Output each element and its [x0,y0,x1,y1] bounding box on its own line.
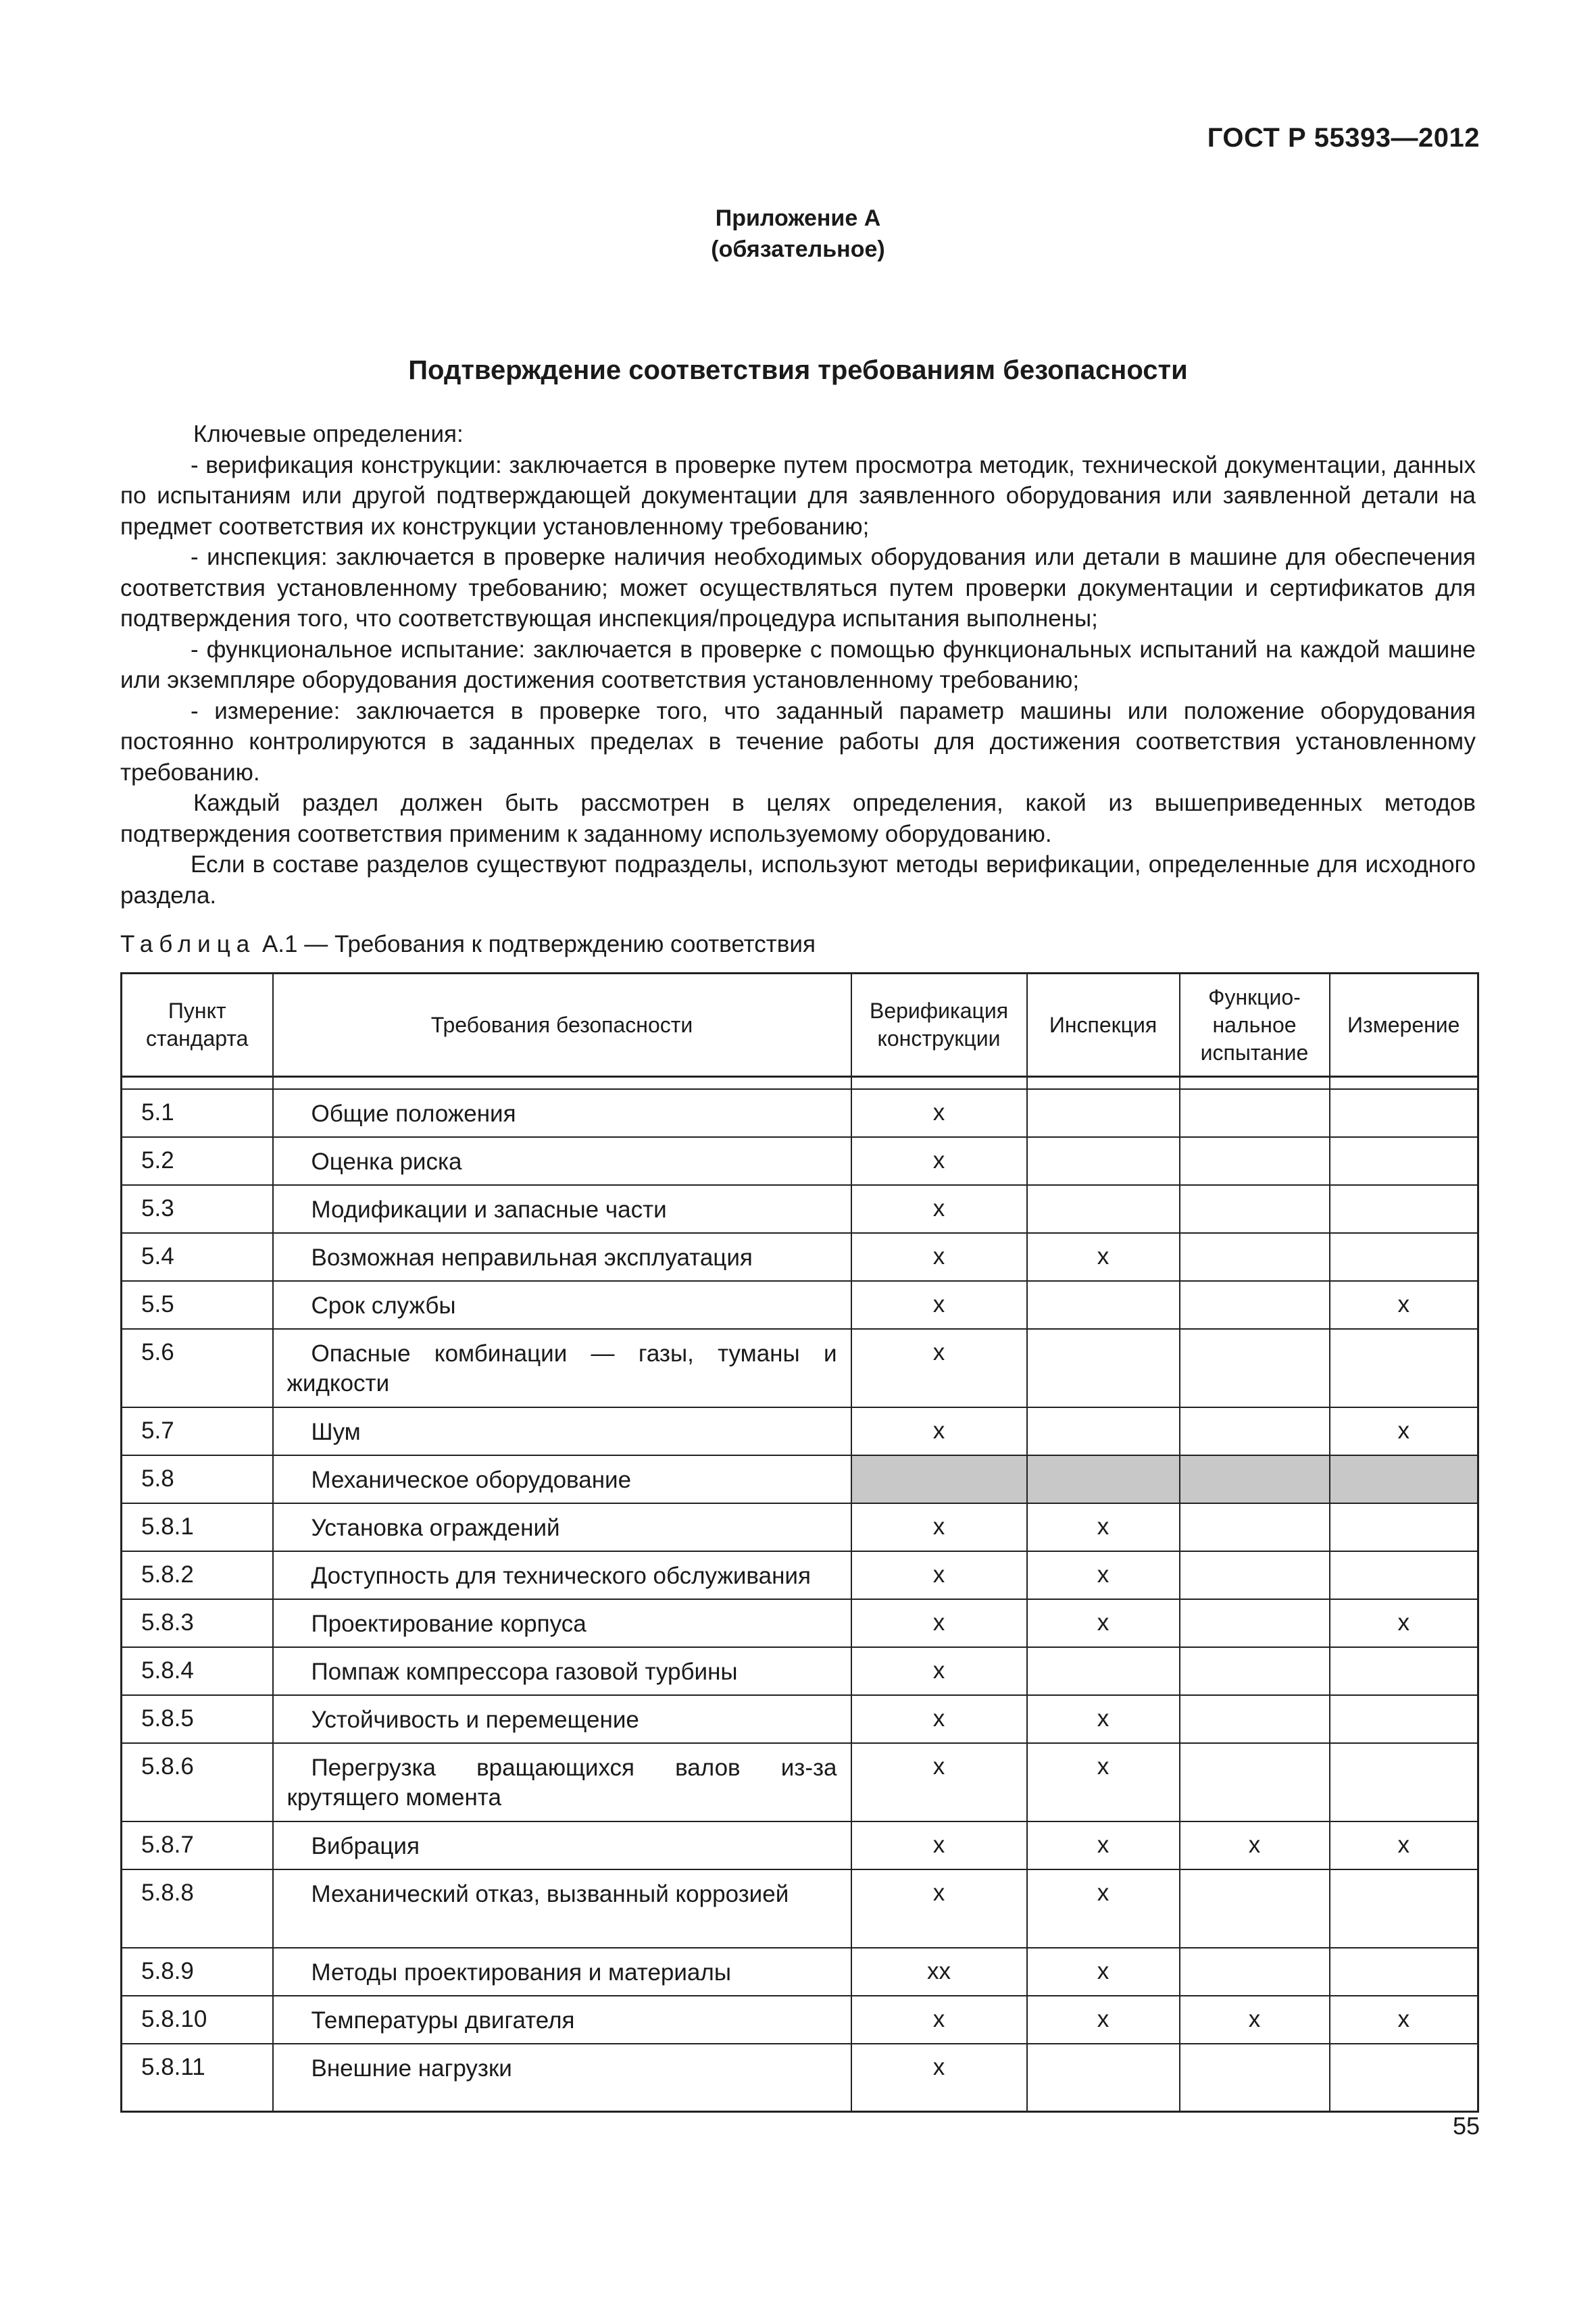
design-cell: x [851,1329,1027,1407]
design-cell: x [851,1089,1027,1137]
design-cell: x [851,1407,1027,1455]
inspection-cell [1027,1329,1180,1407]
clause-cell: 5.8.1 [122,1503,273,1551]
table-caption [120,931,816,958]
functional-cell [1180,1503,1330,1551]
requirement-cell: Вибрация [273,1821,851,1869]
inspection-cell: x [1027,1869,1180,1948]
functional-cell [1180,1948,1330,1996]
table-row [122,1089,1478,1137]
design-cell: x [851,1599,1027,1647]
inspection-cell [1027,1281,1180,1329]
design-cell: x [851,1503,1027,1551]
measurement-cell [1330,1185,1478,1233]
measurement-cell [1330,1647,1478,1695]
measurement-cell [1330,1137,1478,1185]
paragraph: - верификация конструкции: заключается в проверке путем просмотра методик, технической документации, данных по испытаниям или другой подтверждающей документации для заявленного оборудования или заявленной детали на предмет соответствия их конструкции установленному требованию; [120,451,1476,540]
functional-cell [1180,1407,1330,1455]
table-row [122,1137,1478,1185]
clause-cell: 5.3 [122,1185,273,1233]
body-text [120,419,1476,911]
clause-cell: 5.4 [122,1233,273,1281]
header-measurement: Измерение [1330,974,1478,1077]
design-cell: x [851,1137,1027,1185]
measurement-cell: x [1330,1821,1478,1869]
annex-title: Приложение А [715,205,881,231]
inspection-cell: x [1027,1695,1180,1743]
design-cell: x [851,1743,1027,1821]
inspection-cell: x [1027,1743,1180,1821]
requirement-cell: Температуры двигателя [273,1996,851,2044]
clause-cell: 5.8.8 [122,1869,273,1948]
clause-cell: 5.8.2 [122,1551,273,1599]
requirement-cell: Шум [273,1407,851,1455]
design-cell: x [851,1647,1027,1695]
functional-cell [1180,1551,1330,1599]
clause-cell: 5.6 [122,1329,273,1407]
design-cell: x [851,1551,1027,1599]
functional-cell [1180,1185,1330,1233]
table-row [122,1185,1478,1233]
design-cell: x [851,1185,1027,1233]
requirement-cell: Опасные комбинации — газы, туманы и жидкости [273,1329,851,1407]
functional-cell-shaded [1180,1455,1330,1503]
measurement-cell [1330,1329,1478,1407]
measurement-cell [1330,1551,1478,1599]
table-row [122,1743,1478,1821]
table-row [122,1996,1478,2044]
design-cell: x [851,1233,1027,1281]
design-cell: xx [851,1948,1027,1996]
spacer-cell [851,1077,1027,1090]
requirements-table [120,972,1479,2113]
inspection-cell: x [1027,1821,1180,1869]
measurement-cell [1330,1948,1478,1996]
spacer-cell [122,1077,273,1090]
inspection-cell: x [1027,1599,1180,1647]
design-cell: x [851,1281,1027,1329]
design-cell-shaded [851,1455,1027,1503]
requirement-cell: Общие положения [273,1089,851,1137]
requirement-cell: Механический отказ, вызванный коррозией [273,1869,851,1948]
table-row [122,1503,1478,1551]
annex-heading [0,203,1596,265]
functional-cell [1180,1089,1330,1137]
inspection-cell [1027,2044,1180,2112]
header-clause: Пункт стандарта [122,974,273,1077]
paragraph: Если в составе разделов существуют подразделы, используют методы верификации, определенные для исходного раздела. [120,851,1476,909]
table-row [122,2044,1478,2112]
measurement-cell: x [1330,1407,1478,1455]
annex-status: (обязательное) [711,236,885,262]
measurement-cell-shaded [1330,1455,1478,1503]
paragraph: - измерение: заключается в проверке того, что заданный параметр машины или положение оборудования постоянно контролируются в заданных пределах в течение работы для достижения соответствия установленному требованию. [120,697,1476,786]
clause-cell: 5.8.6 [122,1743,273,1821]
requirement-cell: Срок службы [273,1281,851,1329]
table-caption-text: А.1 — Требования к подтверждению соответствия [255,931,816,957]
table-row [122,1599,1478,1647]
design-cell: x [851,1869,1027,1948]
measurement-cell: x [1330,1599,1478,1647]
table-spacer-row [122,1077,1478,1090]
clause-cell: 5.8.9 [122,1948,273,1996]
measurement-cell: x [1330,1281,1478,1329]
functional-cell [1180,1233,1330,1281]
spacer-cell [1027,1077,1180,1090]
requirement-cell: Перегрузка вращающихся валов из-за крутящего момента [273,1743,851,1821]
functional-cell: x [1180,1996,1330,2044]
header-design-verification: Верификация конструкции [851,974,1027,1077]
spacer-cell [1330,1077,1478,1090]
requirement-cell: Возможная неправильная эксплуатация [273,1233,851,1281]
clause-cell: 5.8.5 [122,1695,273,1743]
paragraph: - инспекция: заключается в проверке наличия необходимых оборудования или детали в машине для обеспечения соответствия установленному требованию; может осуществляться путем проверки документации и сертификатов для подтверждения того, что соответствующая инспекция/процедура испытания выполнены; [120,544,1476,632]
measurement-cell [1330,1503,1478,1551]
functional-cell [1180,1329,1330,1407]
clause-cell: 5.5 [122,1281,273,1329]
header-functional-test: Функцио- нальное испытание [1180,974,1330,1077]
clause-cell: 5.2 [122,1137,273,1185]
standard-code: ГОСТ Р 55393—2012 [1207,123,1480,153]
functional-cell [1180,1647,1330,1695]
table-caption-label: Таблица [120,931,256,957]
clause-cell: 5.8.4 [122,1647,273,1695]
requirement-cell: Механическое оборудование [273,1455,851,1503]
section-title: Подтверждение соответствия требованиям безопасности [408,355,1188,385]
paragraph: Каждый раздел должен быть рассмотрен в целях определения, какой из вышеприведенных методов подтверждения соответствия применим к заданному используемому оборудованию. [120,790,1476,847]
functional-cell [1180,1599,1330,1647]
inspection-cell: x [1027,1503,1180,1551]
inspection-cell [1027,1407,1180,1455]
functional-cell [1180,1137,1330,1185]
requirement-cell: Устойчивость и перемещение [273,1695,851,1743]
measurement-cell [1330,1233,1478,1281]
paragraph: Ключевые определения: [193,421,464,447]
header-requirement: Требования безопасности [273,974,851,1077]
measurement-cell [1330,1089,1478,1137]
design-cell: x [851,1821,1027,1869]
table-row [122,1551,1478,1599]
requirement-cell: Доступность для технического обслуживания [273,1551,851,1599]
design-cell: x [851,1996,1027,2044]
inspection-cell-shaded [1027,1455,1180,1503]
functional-cell: x [1180,1821,1330,1869]
functional-cell [1180,1695,1330,1743]
inspection-cell [1027,1647,1180,1695]
table-row [122,1281,1478,1329]
inspection-cell [1027,1185,1180,1233]
inspection-cell [1027,1089,1180,1137]
table-row [122,1821,1478,1869]
header-inspection: Инспекция [1027,974,1180,1077]
spacer-cell [273,1077,851,1090]
table-row [122,1329,1478,1407]
spacer-cell [1180,1077,1330,1090]
functional-cell [1180,2044,1330,2112]
page-number: 55 [1452,2112,1480,2140]
measurement-cell [1330,1743,1478,1821]
functional-cell [1180,1743,1330,1821]
inspection-cell: x [1027,1948,1180,1996]
table-row [122,1695,1478,1743]
clause-cell: 5.8.10 [122,1996,273,2044]
requirement-cell: Проектирование корпуса [273,1599,851,1647]
table-row [122,1233,1478,1281]
functional-cell [1180,1281,1330,1329]
requirement-cell: Установка ограждений [273,1503,851,1551]
table-row [122,1407,1478,1455]
inspection-cell: x [1027,1233,1180,1281]
table-row [122,1948,1478,1996]
requirement-cell: Методы проектирования и материалы [273,1948,851,1996]
measurement-cell [1330,2044,1478,2112]
table-row [122,1869,1478,1948]
clause-cell: 5.8.3 [122,1599,273,1647]
clause-cell: 5.8.11 [122,2044,273,2112]
design-cell: x [851,1695,1027,1743]
requirement-cell: Внешние нагрузки [273,2044,851,2112]
requirement-cell: Помпаж компрессора газовой турбины [273,1647,851,1695]
inspection-cell: x [1027,1551,1180,1599]
design-cell: x [851,2044,1027,2112]
table-row [122,1647,1478,1695]
paragraph: - функциональное испытание: заключается в проверке с помощью функциональных испытаний на каждой машине или экземпляре оборудования достижения соответствия установленному требованию; [120,636,1476,693]
clause-cell: 5.8.7 [122,1821,273,1869]
table-row [122,1455,1478,1503]
table-header-row [122,974,1478,1077]
clause-cell: 5.7 [122,1407,273,1455]
inspection-cell [1027,1137,1180,1185]
functional-cell [1180,1869,1330,1948]
clause-cell: 5.8 [122,1455,273,1503]
clause-cell: 5.1 [122,1089,273,1137]
requirement-cell: Оценка риска [273,1137,851,1185]
measurement-cell: x [1330,1996,1478,2044]
measurement-cell [1330,1869,1478,1948]
measurement-cell [1330,1695,1478,1743]
requirement-cell: Модификации и запасные части [273,1185,851,1233]
inspection-cell: x [1027,1996,1180,2044]
